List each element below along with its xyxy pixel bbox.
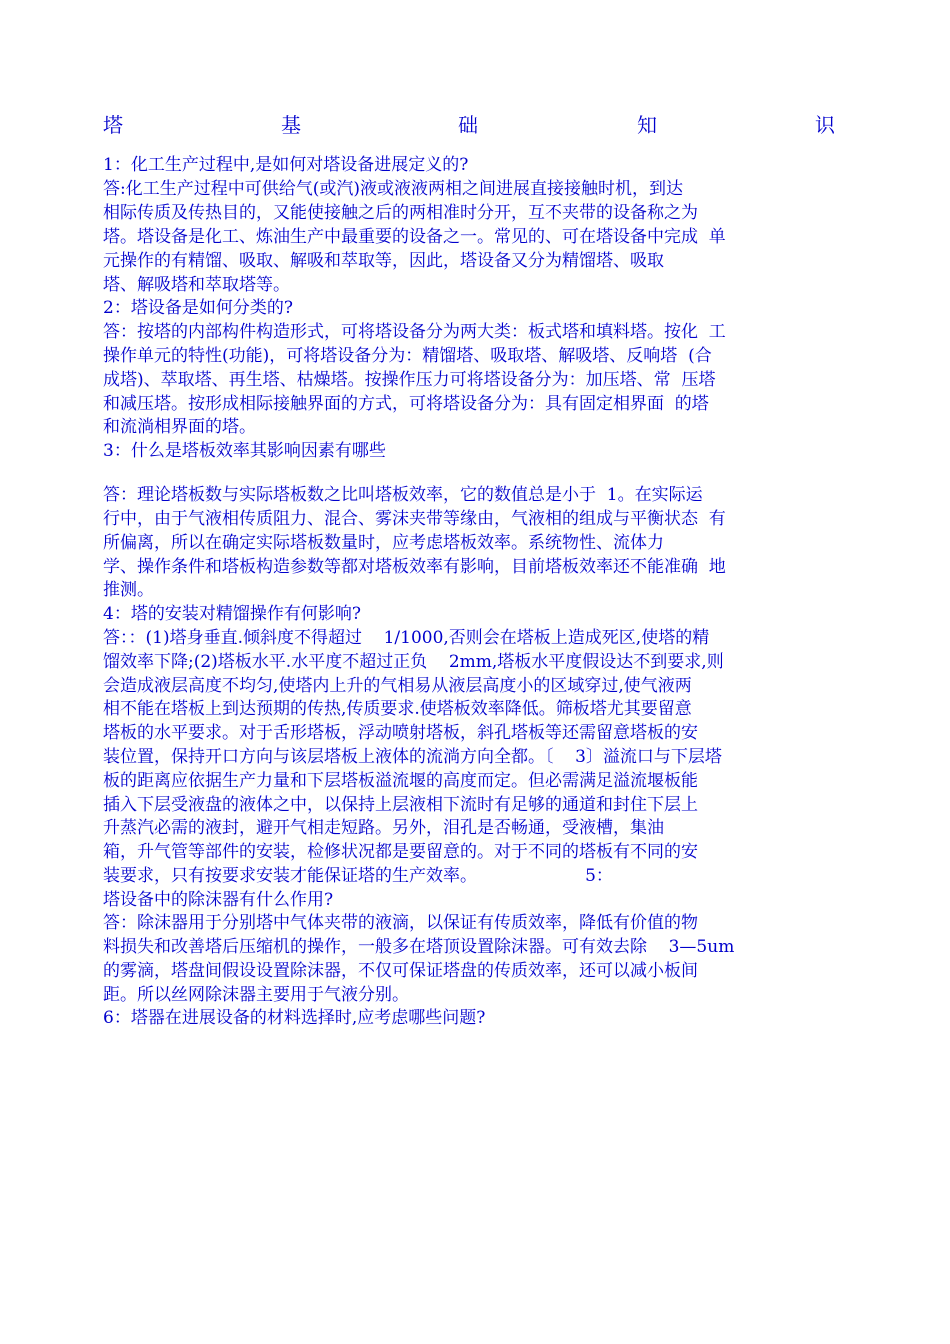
text-line: 插入下层受液盘的液体之中，以保持上层液相下流时有足够的通道和封住下层上: [103, 795, 698, 815]
document-title: [103, 110, 833, 140]
text-line: 距。所以丝网除沫器主要用于气液分别。: [103, 985, 409, 1005]
text-line: 6：塔器在进展设备的材料选择时,应考虑哪些问题?: [103, 1008, 486, 1028]
text-line: 元操作的有精馏、吸取、解吸和萃取等，因此，塔设备又分为精馏塔、吸取: [103, 251, 664, 271]
text-line: 馏效率下降;(2)塔板水平.水平度不超过正负 2mm,塔板水平度假设达不到要求,则: [103, 652, 724, 672]
text-line: 相不能在塔板上到达预期的传热,传质要求.使塔板效率降低。筛板塔尤其要留意: [103, 699, 692, 719]
text-line: 3：什么是塔板效率其影响因素有哪些: [103, 441, 386, 461]
text-line: 会造成液层高度不均匀,使塔内上升的气相易从液层高度小的区域穿过,使气液两: [103, 676, 692, 696]
title-char: 基: [281, 113, 301, 137]
text-line: 推测。: [103, 580, 154, 600]
text-line: 和减压塔。按形成相际接触界面的方式，可将塔设备分为：具有固定相界面 的塔: [103, 394, 709, 414]
text-line: 相际传质及传热目的，又能使接触之后的两相准时分开，互不夹带的设备称之为: [103, 203, 698, 223]
title-char: 识: [815, 113, 835, 137]
text-line: 箱，升气管等部件的安装，检修状况都是要留意的。对于不同的塔板有不同的安: [103, 842, 698, 862]
text-line: 答：按塔的内部构件构造形式，可将塔设备分为两大类：板式塔和填料塔。按化 工: [103, 322, 726, 342]
text-line: 2：塔设备是如何分类的?: [103, 298, 293, 318]
text-line: 装要求，只有按要求安装才能保证塔的生产效率。 5：: [103, 866, 613, 886]
text-line: 升蒸汽必需的液封，避开气相走短路。另外，泪孔是否畅通，受液槽，集油: [103, 818, 664, 838]
text-line: 塔板的水平要求。对于舌形塔板，浮动喷射塔板，斜孔塔板等还需留意塔板的安: [103, 723, 698, 743]
text-line: 塔设备中的除沫器有什么作用?: [103, 890, 334, 910]
text-line: 答:化工生产过程中可供给气(或汽)液或液液两相之间进展直接接触时机，到达: [103, 179, 683, 199]
text-line: 的雾滴，塔盘间假设设置除沫器，不仅可保证塔盘的传质效率，还可以减小板间: [103, 961, 698, 981]
text-line: 料损失和改善塔后压缩机的操作，一般多在塔顶设置除沫器。可有效去除 3—5um: [103, 937, 735, 957]
text-line: 答：：(1)塔身垂直.倾斜度不得超过 1/1000,否则会在塔板上造成死区,使塔的精: [103, 628, 710, 648]
text-line: 1：化工生产过程中,是如何对塔设备进展定义的?: [103, 155, 469, 175]
text-line: 所偏离，所以在确定实际塔板数量时，应考虑塔板效率。系统物性、流体力: [103, 533, 664, 553]
text-line: 学、操作条件和塔板构造参数等都对塔板效率有影响，目前塔板效率还不能准确 地: [103, 557, 726, 577]
text-line: 和流淌相界面的塔。: [103, 417, 256, 437]
text-line: 4：塔的安装对精馏操作有何影响?: [103, 604, 361, 624]
text-line: 答：除沫器用于分别塔中气体夹带的液滴，以保证有传质效率，降低有价值的物: [103, 913, 698, 933]
title-char: 础: [458, 113, 478, 137]
text-line: 操作单元的特性(功能)，可将塔设备分为：精馏塔、吸取塔、解吸塔、反响塔 (合: [103, 346, 712, 366]
text-line: 成塔)、萃取塔、再生塔、枯燥塔。按操作压力可将塔设备分为：加压塔、常 压塔: [103, 370, 716, 390]
text-line: 塔、解吸塔和萃取塔等。: [103, 275, 290, 295]
text-line: 塔。塔设备是化工、炼油生产中最重要的设备之一。常见的、可在塔设备中完成 单: [103, 227, 726, 247]
text-line: 板的距离应依据生产力量和下层塔板溢流堰的高度而定。但必需满足溢流堰板能: [103, 771, 698, 791]
text-line: 答：理论塔板数与实际塔板数之比叫塔板效率，它的数值总是小于 1。在实际运: [103, 485, 703, 505]
text-line: 行中，由于气液相传质阻力、混合、雾沫夹带等缘由，气液相的组成与平衡状态 有: [103, 509, 726, 529]
text-line: 装位置，保持开口方向与该层塔板上液体的流淌方向全都。〔 3〕溢流口与下层塔: [103, 747, 722, 767]
title-char: 知: [637, 113, 657, 137]
title-char: 塔: [103, 113, 123, 137]
